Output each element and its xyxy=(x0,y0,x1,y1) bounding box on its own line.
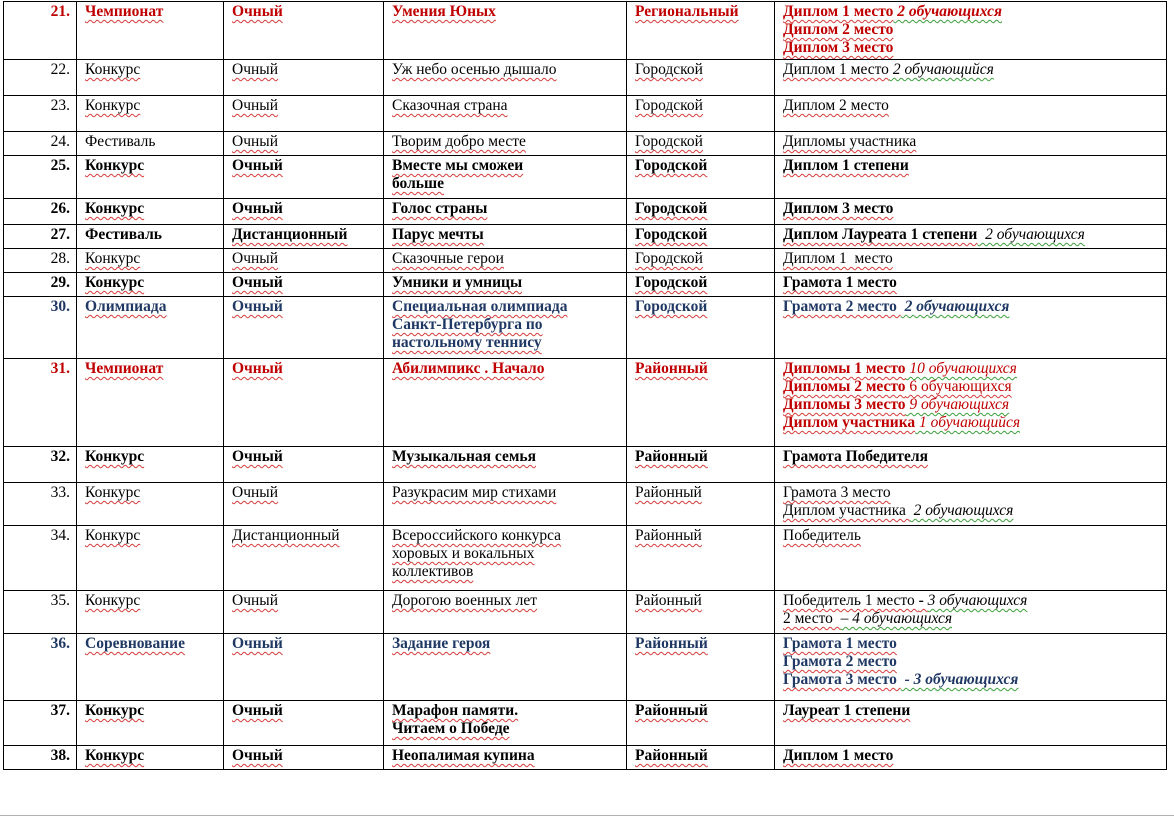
result-count-text: 3 обучающихся xyxy=(927,592,1028,609)
table-row xyxy=(4,359,1167,447)
result-award-text: Диплом 2 место xyxy=(783,97,889,114)
row-number-cell-text: 35. xyxy=(50,592,70,609)
event-name-text: Абилимпикс . Начало xyxy=(392,360,545,377)
event-form-cell-text: Дистанционный xyxy=(232,226,348,243)
event-name-text: Музыкальная семья xyxy=(392,448,537,465)
event-level-cell-text: Районный xyxy=(635,484,702,501)
result-line xyxy=(783,610,1162,628)
event-level-cell-text: Городской xyxy=(635,226,708,243)
result-award-text: Диплом участника xyxy=(783,502,910,519)
row-number-cell xyxy=(4,60,77,96)
result-award-text: Диплом 1 степени xyxy=(783,157,909,174)
result-line xyxy=(783,3,1162,21)
event-type-cell-text: Конкурс xyxy=(85,200,145,217)
event-form-cell xyxy=(224,273,384,297)
row-number-cell xyxy=(4,96,77,132)
event-level-cell xyxy=(627,591,775,634)
row-number-cell-text: 29. xyxy=(50,274,70,291)
table-row xyxy=(4,225,1167,249)
event-name-cell xyxy=(384,225,627,249)
result-line xyxy=(783,378,1162,396)
event-type-cell xyxy=(77,60,224,96)
result-cell xyxy=(775,2,1167,60)
row-number-cell-text: 27. xyxy=(50,226,70,243)
event-type-cell-text: Олимпиада xyxy=(85,298,167,315)
event-type-cell-text: Конкурс xyxy=(85,592,141,609)
result-cell xyxy=(775,156,1167,199)
event-form-cell-text: Дистанционный xyxy=(232,527,340,544)
event-form-cell-text: Очный xyxy=(232,274,283,291)
event-level-cell xyxy=(627,60,775,96)
result-cell xyxy=(775,273,1167,297)
event-form-cell xyxy=(224,297,384,359)
results-table xyxy=(3,1,1167,770)
event-name-text: Парус мечты xyxy=(392,226,484,243)
event-form-cell-text: Очный xyxy=(232,592,278,609)
event-form-cell xyxy=(224,483,384,526)
result-award-text: Победитель 1 место xyxy=(783,592,919,609)
result-award-text: Дипломы 2 место xyxy=(783,378,906,395)
result-count-text: 2 обучающихся xyxy=(909,502,1014,519)
result-line xyxy=(783,250,1162,268)
row-number-cell xyxy=(4,156,77,199)
table-row xyxy=(4,249,1167,273)
event-form-cell-text: Очный xyxy=(232,97,278,114)
table-row xyxy=(4,132,1167,156)
event-name-cell xyxy=(384,746,627,770)
event-level-cell-text: Городской xyxy=(635,157,708,174)
event-type-cell xyxy=(77,132,224,156)
event-name-text: Творим добро месте xyxy=(392,133,526,150)
result-award-text: Диплом 1 место xyxy=(783,747,894,764)
event-name-cell xyxy=(384,447,627,483)
event-level-cell-text: Районный xyxy=(635,747,708,764)
row-number-cell xyxy=(4,591,77,634)
event-name-cell xyxy=(384,359,627,447)
table-body xyxy=(4,2,1167,770)
event-type-cell-text: Конкурс xyxy=(85,484,141,501)
event-type-cell-text: Фестиваль xyxy=(85,226,162,243)
event-type-cell xyxy=(77,634,224,701)
result-line xyxy=(783,39,1162,57)
row-number-cell-text: 25. xyxy=(50,157,70,174)
event-form-cell xyxy=(224,132,384,156)
event-form-cell xyxy=(224,2,384,60)
result-line xyxy=(783,97,1162,115)
row-number-cell xyxy=(4,199,77,225)
event-name-cell xyxy=(384,2,627,60)
event-type-cell-text: Конкурс xyxy=(85,527,141,544)
result-award-text: 6 обучающихся xyxy=(905,378,1012,395)
event-type-cell-text: Конкурс xyxy=(85,97,141,114)
event-type-cell xyxy=(77,701,224,746)
event-type-cell xyxy=(77,359,224,447)
event-level-cell-text: Городской xyxy=(635,200,708,217)
event-level-cell xyxy=(627,447,775,483)
result-cell xyxy=(775,701,1167,746)
result-line xyxy=(783,200,1162,218)
result-cell xyxy=(775,297,1167,359)
event-level-cell xyxy=(627,96,775,132)
event-type-cell xyxy=(77,199,224,225)
event-level-cell xyxy=(627,483,775,526)
event-name-text: Всероссийского конкурса хоровых и вокальных коллективов xyxy=(392,527,562,580)
event-name-text: Разукрасим мир стихами xyxy=(392,484,557,501)
event-type-cell-text: Чемпионат xyxy=(85,3,164,20)
table-row xyxy=(4,96,1167,132)
result-award-text: Грамота 2 место xyxy=(783,298,901,315)
row-number-cell xyxy=(4,132,77,156)
result-award-text: Диплом 1 место xyxy=(783,250,893,267)
event-name-text: Марафон памяти. Читаем о Победе xyxy=(392,702,519,737)
table-row xyxy=(4,297,1167,359)
result-award-text: Грамота 1 место xyxy=(783,635,897,652)
row-number-cell xyxy=(4,225,77,249)
row-number-cell-text: 23. xyxy=(50,97,70,114)
result-award-text: Дипломы 3 место xyxy=(783,396,906,413)
row-number-cell xyxy=(4,483,77,526)
event-form-cell xyxy=(224,60,384,96)
result-award-text: Грамота 3 место xyxy=(783,484,891,501)
event-type-cell-text: Конкурс xyxy=(85,250,141,267)
result-cell xyxy=(775,132,1167,156)
event-type-cell xyxy=(77,297,224,359)
event-level-cell-text: Районный xyxy=(635,448,708,465)
result-cell xyxy=(775,447,1167,483)
row-number-cell-text: 34. xyxy=(50,527,70,544)
event-level-cell xyxy=(627,2,775,60)
result-award-text: Грамота 2 место xyxy=(783,653,897,670)
event-form-cell-text: Очный xyxy=(232,702,283,719)
result-cell xyxy=(775,60,1167,96)
table-row xyxy=(4,701,1167,746)
event-type-cell xyxy=(77,483,224,526)
event-level-cell xyxy=(627,746,775,770)
result-award-text: Диплом 1 место xyxy=(783,3,894,20)
event-level-cell-text: Районный xyxy=(635,592,702,609)
event-name-cell xyxy=(384,634,627,701)
event-level-cell-text: Городской xyxy=(635,298,708,315)
result-award-text: Грамота 3 место xyxy=(783,671,901,688)
result-count-text: 2 обучающихся xyxy=(893,3,1003,20)
event-type-cell xyxy=(77,225,224,249)
event-name-cell xyxy=(384,199,627,225)
result-line xyxy=(783,747,1162,765)
result-cell xyxy=(775,225,1167,249)
result-award-text: Диплом 2 место xyxy=(783,21,894,38)
result-line xyxy=(783,502,1162,520)
result-line xyxy=(783,298,1162,316)
event-type-cell-text: Конкурс xyxy=(85,747,145,764)
result-line xyxy=(783,21,1162,39)
event-form-cell xyxy=(224,526,384,591)
table-row xyxy=(4,156,1167,199)
result-cell xyxy=(775,96,1167,132)
event-type-cell-text: Конкурс xyxy=(85,61,141,78)
table-row xyxy=(4,526,1167,591)
result-award-text: Лауреат 1 степени xyxy=(783,702,911,719)
table-row xyxy=(4,634,1167,701)
event-type-cell-text: Конкурс xyxy=(85,448,145,465)
event-level-cell xyxy=(627,634,775,701)
event-type-cell xyxy=(77,2,224,60)
result-award-text: Диплом 3 место xyxy=(783,200,894,217)
row-number-cell-text: 21. xyxy=(50,3,70,20)
row-number-cell xyxy=(4,249,77,273)
result-cell xyxy=(775,634,1167,701)
event-form-cell-text: Очный xyxy=(232,360,283,377)
result-award-text: Дипломы участника xyxy=(783,133,917,150)
result-count-text: 10 обучающихся xyxy=(905,360,1017,377)
event-name-cell xyxy=(384,60,627,96)
result-line xyxy=(783,592,1162,610)
row-number-cell xyxy=(4,746,77,770)
event-name-text: Неопалимая купина xyxy=(392,747,535,764)
event-name-text: Голос страны xyxy=(392,200,488,217)
result-cell xyxy=(775,483,1167,526)
event-name-text: Специальная олимпиада Санкт-Петербурга по настольному теннису xyxy=(392,298,568,351)
event-level-cell-text: Городской xyxy=(635,133,703,150)
event-level-cell-text: Региональный xyxy=(635,3,739,20)
row-number-cell-text: 31. xyxy=(50,360,70,377)
result-line xyxy=(783,671,1162,689)
row-number-cell-text: 38. xyxy=(50,747,70,764)
table-row xyxy=(4,2,1167,60)
result-line xyxy=(783,360,1162,378)
event-level-cell xyxy=(627,359,775,447)
event-name-cell xyxy=(384,249,627,273)
event-level-cell-text: Районный xyxy=(635,527,702,544)
result-count-text: - 3 обучающихся xyxy=(900,671,1019,688)
row-number-cell-text: 30. xyxy=(50,298,70,315)
row-number-cell xyxy=(4,297,77,359)
result-cell xyxy=(775,199,1167,225)
event-level-cell xyxy=(627,701,775,746)
row-number-cell xyxy=(4,634,77,701)
event-level-cell xyxy=(627,249,775,273)
result-award-text: Грамота 1 место xyxy=(783,274,897,291)
event-type-cell xyxy=(77,156,224,199)
event-type-cell xyxy=(77,746,224,770)
result-line xyxy=(783,484,1162,502)
event-name-text: Сказочные герои xyxy=(392,250,504,267)
event-form-cell xyxy=(224,96,384,132)
event-form-cell-text: Очный xyxy=(232,484,278,501)
event-level-cell-text: Городской xyxy=(635,97,703,114)
event-type-cell-text: Чемпионат xyxy=(85,360,164,377)
row-number-cell-text: 28. xyxy=(50,250,70,267)
event-level-cell-text: Городской xyxy=(635,61,703,78)
result-count-text: 9 обучающихся xyxy=(905,396,1010,413)
event-type-cell-text: Фестиваль xyxy=(85,133,156,150)
event-form-cell xyxy=(224,591,384,634)
page-bottom-rule xyxy=(0,815,1174,816)
event-form-cell xyxy=(224,447,384,483)
event-name-text: Умники и умницы xyxy=(392,274,523,291)
event-form-cell-text: Очный xyxy=(232,250,278,267)
event-name-text: Уж небо осенью дышало xyxy=(392,61,557,78)
result-line xyxy=(783,448,1162,466)
result-line xyxy=(783,61,1162,79)
event-level-cell-text: Городской xyxy=(635,250,703,267)
event-type-cell xyxy=(77,526,224,591)
row-number-cell xyxy=(4,701,77,746)
result-cell xyxy=(775,249,1167,273)
event-name-text: Задание героя xyxy=(392,635,491,652)
row-number-cell xyxy=(4,359,77,447)
event-form-cell xyxy=(224,199,384,225)
event-name-cell xyxy=(384,96,627,132)
result-award-text: Диплом Лауреата 1 степени xyxy=(783,226,978,243)
event-level-cell xyxy=(627,273,775,297)
row-number-cell-text: 37. xyxy=(50,702,70,719)
result-award-text: Диплом 1 место xyxy=(783,61,889,78)
result-line xyxy=(783,226,1162,244)
result-award-text: Победитель xyxy=(783,527,861,544)
event-level-cell xyxy=(627,132,775,156)
result-count-text: 2 обучающийся xyxy=(888,61,994,78)
result-line xyxy=(783,157,1162,175)
event-name-cell xyxy=(384,483,627,526)
table-row xyxy=(4,447,1167,483)
result-award-text: 2 место xyxy=(783,610,841,627)
event-name-text: Сказочная страна xyxy=(392,97,508,114)
event-form-cell-text: Очный xyxy=(232,157,283,174)
result-award-text: Дипломы 1 место xyxy=(783,360,906,377)
event-form-cell-text: Очный xyxy=(232,133,278,150)
event-name-cell xyxy=(384,591,627,634)
table-row xyxy=(4,591,1167,634)
row-number-cell-text: 22. xyxy=(50,61,70,78)
event-type-cell xyxy=(77,591,224,634)
event-level-cell xyxy=(627,156,775,199)
event-name-cell xyxy=(384,526,627,591)
event-level-cell-text: Городской xyxy=(635,274,708,291)
row-number-cell-text: 26. xyxy=(50,200,70,217)
event-name-text: Умения Юных xyxy=(392,3,496,20)
event-type-cell xyxy=(77,96,224,132)
result-line xyxy=(783,274,1162,292)
result-cell xyxy=(775,591,1167,634)
event-level-cell xyxy=(627,297,775,359)
table-row xyxy=(4,273,1167,297)
event-form-cell-text: Очный xyxy=(232,200,283,217)
result-line xyxy=(783,396,1162,414)
result-award-text: Диплом 3 место xyxy=(783,39,894,56)
table-row xyxy=(4,199,1167,225)
event-form-cell xyxy=(224,225,384,249)
table-row xyxy=(4,746,1167,770)
event-form-cell xyxy=(224,359,384,447)
event-type-cell-text: Конкурс xyxy=(85,274,145,291)
event-form-cell-text: Очный xyxy=(232,3,283,20)
event-type-cell-text: Конкурс xyxy=(85,702,145,719)
event-form-cell-text: Очный xyxy=(232,61,278,78)
result-award-text: Грамота Победителя xyxy=(783,448,928,465)
result-count-text: 2 обучающихся xyxy=(900,298,1010,315)
row-number-cell xyxy=(4,526,77,591)
event-form-cell xyxy=(224,634,384,701)
event-name-cell xyxy=(384,297,627,359)
result-count-text: – 4 обучающихся xyxy=(840,610,953,627)
result-line xyxy=(783,635,1162,653)
table-row xyxy=(4,483,1167,526)
result-cell xyxy=(775,359,1167,447)
event-form-cell-text: Очный xyxy=(232,298,283,315)
event-type-cell xyxy=(77,249,224,273)
event-form-cell xyxy=(224,249,384,273)
event-form-cell-text: Очный xyxy=(232,635,283,652)
result-count-text: 1 обучающийся xyxy=(915,414,1021,431)
event-name-text: Вместе мы сможеи больше xyxy=(392,157,524,192)
result-award-text: - xyxy=(918,592,928,609)
table-row xyxy=(4,60,1167,96)
event-level-cell-text: Районный xyxy=(635,635,708,652)
row-number-cell xyxy=(4,447,77,483)
event-name-cell xyxy=(384,273,627,297)
result-line xyxy=(783,414,1162,432)
event-form-cell xyxy=(224,701,384,746)
event-level-cell-text: Районный xyxy=(635,360,708,377)
event-name-text: Дорогою военных лет xyxy=(392,592,538,609)
result-line xyxy=(783,653,1162,671)
event-name-cell xyxy=(384,156,627,199)
event-level-cell xyxy=(627,526,775,591)
event-name-cell xyxy=(384,701,627,746)
result-cell xyxy=(775,746,1167,770)
event-type-cell-text: Соревнование xyxy=(85,635,185,652)
event-level-cell xyxy=(627,225,775,249)
event-form-cell-text: Очный xyxy=(232,747,283,764)
event-level-cell-text: Районный xyxy=(635,702,708,719)
row-number-cell xyxy=(4,2,77,60)
event-type-cell-text: Конкурс xyxy=(85,157,145,174)
row-number-cell-text: 32. xyxy=(50,448,70,465)
event-type-cell xyxy=(77,447,224,483)
result-line xyxy=(783,133,1162,151)
event-form-cell-text: Очный xyxy=(232,448,283,465)
row-number-cell xyxy=(4,273,77,297)
event-name-cell xyxy=(384,132,627,156)
row-number-cell-text: 36. xyxy=(50,635,70,652)
result-cell xyxy=(775,526,1167,591)
row-number-cell-text: 33. xyxy=(50,484,70,501)
event-type-cell xyxy=(77,273,224,297)
result-award-text: Диплом участника xyxy=(783,414,916,431)
row-number-cell-text: 24. xyxy=(50,133,70,150)
event-form-cell xyxy=(224,746,384,770)
result-count-text: 2 обучающихся xyxy=(977,226,1085,243)
event-level-cell xyxy=(627,199,775,225)
result-line xyxy=(783,702,1162,720)
result-line xyxy=(783,527,1162,545)
event-form-cell xyxy=(224,156,384,199)
